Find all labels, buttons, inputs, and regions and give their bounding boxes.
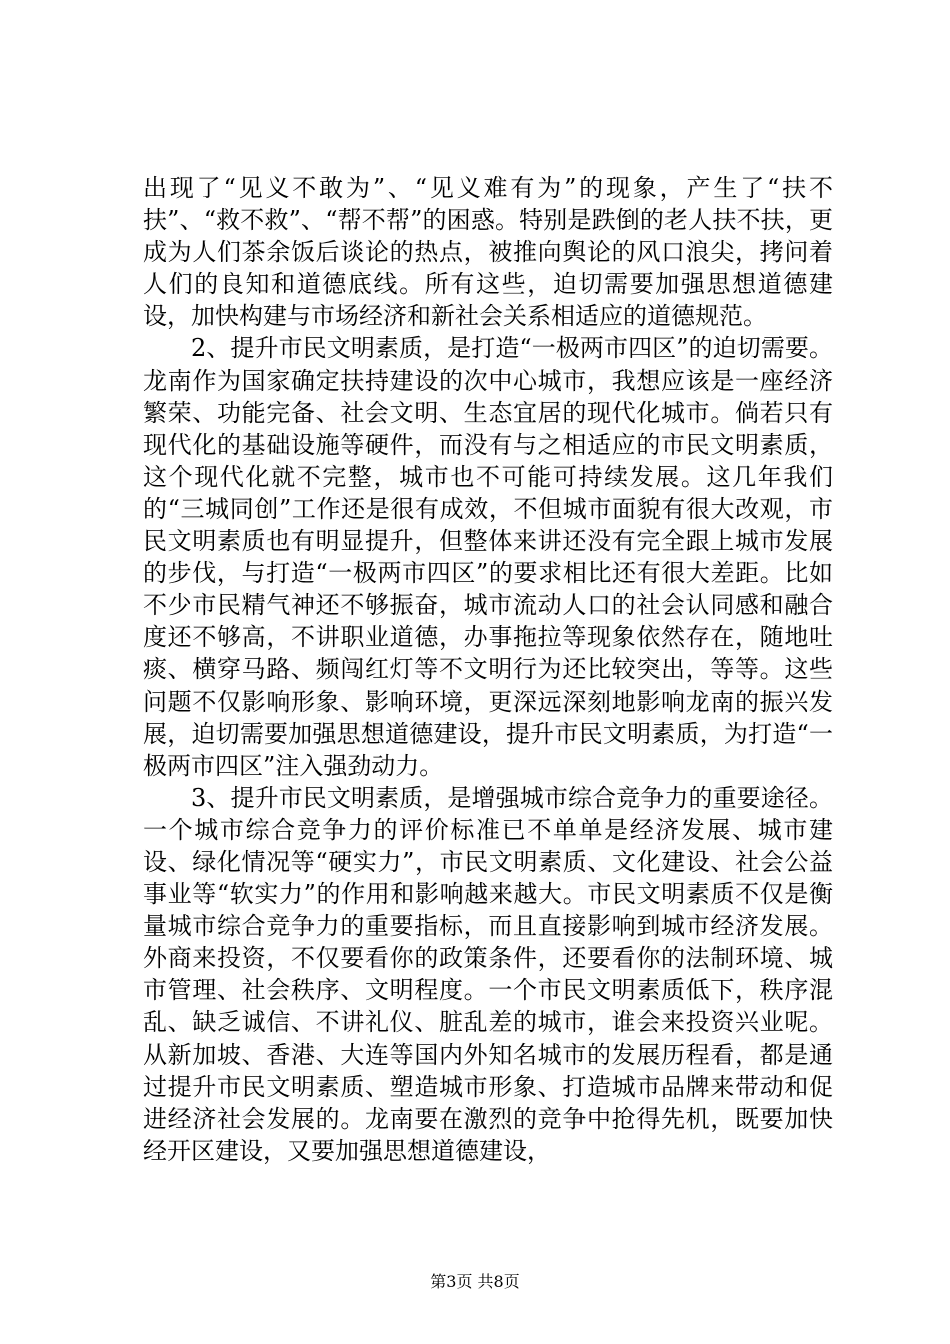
paragraph-continuation: 出现了“见义不敢为”、“见义难有为”的现象，产生了“扶不扶”、“救不救”、“帮不帮”的困惑。特别是跌倒的老人扶不扶，更成为人们茶余饭后谈论的热点，被推向舆论的风口浪尖，拷问着人们的良知和道德底线。所有这些，迫切需要加强思想道德建设，加快构建与市场经济和新社会关系相适应的道德规范。: [143, 174, 833, 331]
page-footer: 第3页 共8页: [430, 1272, 520, 1291]
paragraph-3: 3、提升市民文明素质，是增强城市综合竞争力的重要途径。一个城市综合竞争力的评价标准已不单单是经济发展、城市建设、绿化情况等“硬实力”，市民文明素质、文化建设、社会公益事业等“软实力”的作用和影响越来越大。市民文明素质不仅是衡量城市综合竞争力的重要指标，而且直接影响到城市经济发展。外商来投资，不仅要看你的政策条件，还要看你的法制环境、城市管理、社会秩序、文明程度。一个市民文明素质低下，秩序混乱、缺乏诚信、不讲礼仪、脏乱差的城市，谁会来投资兴业呢。从新加坡、香港、大连等国内外知名城市的发展历程看，都是通过提升市民文明素质、塑造城市形象、打造城市品牌来带动和促进经济社会发展的。龙南要在激烈的竞争中抢得先机，既要加快经开区建设，又要加强思想道德建设，: [143, 783, 833, 1165]
document-body: [143, 172, 833, 1167]
paragraph-2: 2、提升市民文明素质，是打造“一极两市四区”的迫切需要。龙南作为国家确定扶持建设的次中心城市，我想应该是一座经济繁荣、功能完备、社会文明、生态宜居的现代化城市。倘若只有现代化的基础设施等硬件，而没有与之相适应的市民文明素质，这个现代化就不完整，城市也不可能可持续发展。这几年我们的“三城同创”工作还是很有成效，不但城市面貌有很大改观，市民文明素质也有明显提升，但整体来讲还没有完全跟上城市发展的步伐，与打造“一极两市四区”的要求相比还有很大差距。比如不少市民精气神还不够振奋，城市流动人口的社会认同感和融合度还不够高，不讲职业道德，办事拖拉等现象依然存在，随地吐痰、横穿马路、频闯红灯等不文明行为还比较突出，等等。这些问题不仅影响形象、影响环境，更深远深刻地影响龙南的振兴发展，迫切需要加强思想道德建设，提升市民文明素质，为打造“一极两市四区”注入强劲动力。: [143, 334, 833, 780]
